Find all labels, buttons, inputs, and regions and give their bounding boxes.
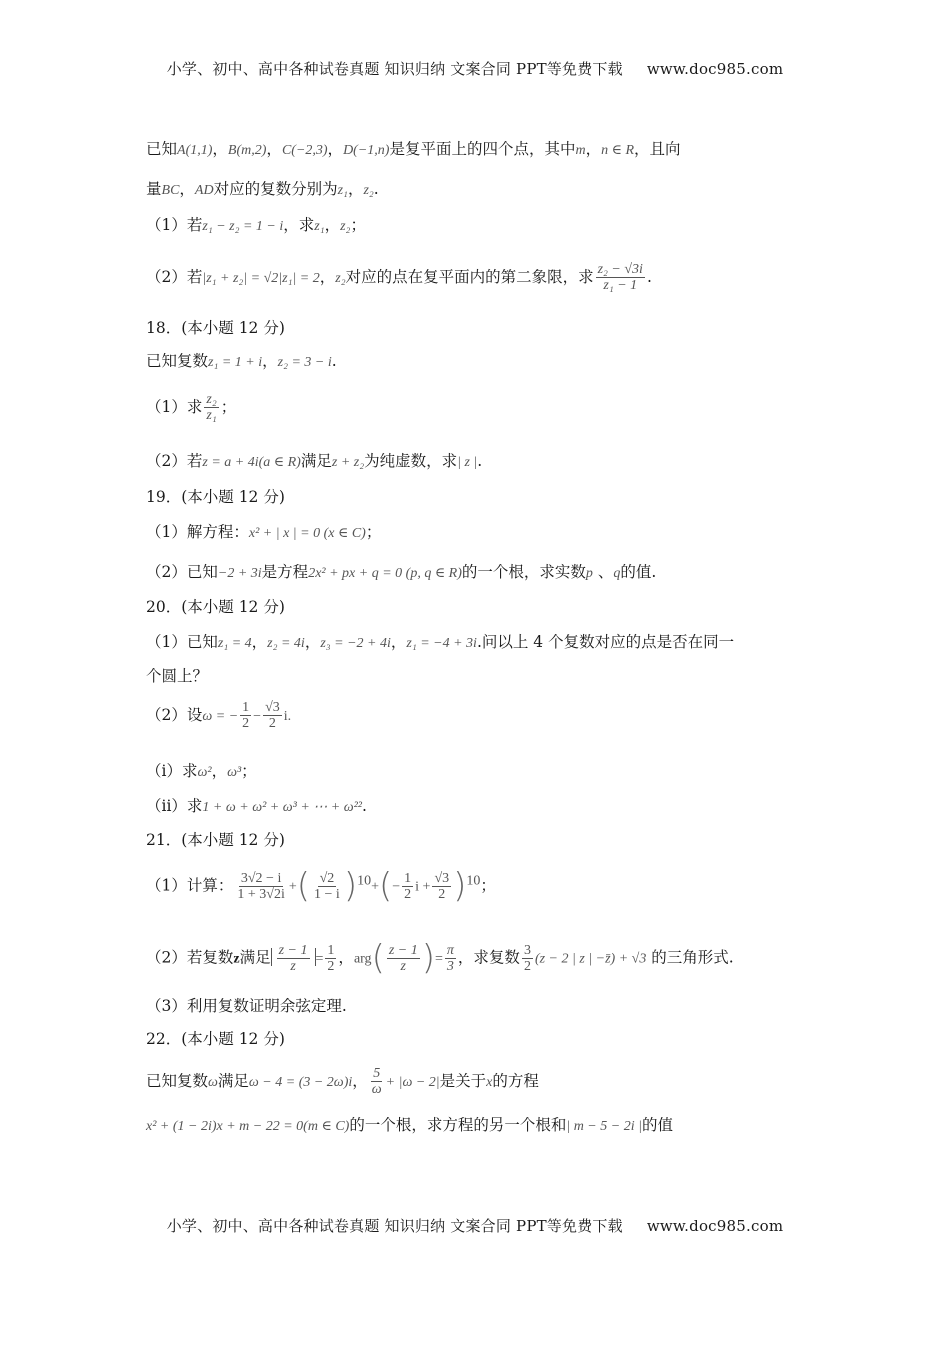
page-footer <box>0 1215 950 1236</box>
q18-part2: （2）若z = a + 4i(a ∈ R)满足z + z₂为纯虚数，求| z |. <box>146 452 483 470</box>
header-text: 小学、初中、高中各种试卷真题 知识归纳 文案合同 PPT等免费下载 <box>166 60 623 78</box>
q22-line1: 已知复数ω满足ω − 4 = (3 − 2ω)i， $\frac{5}{\omega}$ + |ω − 2|是关于x的方程 <box>146 1066 539 1098</box>
q20-part2-ii: （ii）求1 + ω + ω² + ω³ + ⋯ + ω²². <box>146 797 367 815</box>
q20-part2: （2）设ω = − $\frac{1}{2}$ − $\frac{√3}{2}$ i. <box>146 700 292 732</box>
page-header <box>0 58 950 79</box>
header-url[interactable]: www.doc985.com <box>646 60 784 78</box>
q21-part2: （2）若复数z满足 $\frac{z - 1}{z}$ = $\frac{1}{2}$ ，arg( $\frac{z - 1}{z}$ )= $\frac{\pi}{3}$ ，求复数 $\frac{3}{2}$ (z − 2 | z | −z̄) + √3 的三角形式. <box>146 938 734 978</box>
q17-part1: （1）若z₁ − z₂ = 1 − i，求z₁，z₂； <box>146 216 366 234</box>
q20-part1: （1）已知z₁ = 4，z₂ = 4i，z₃ = −2 + 4i，z₁ = −4 + 3i.问以上 4 个复数对应的点是否在同一 <box>146 633 735 651</box>
q21-part1: （1）计算： $\frac{3√2 - i}{1 + 3√2i}$ +( $\frac{√2}{1 - i}$ )$^{10}$+(− $\frac{1}{2}$ i + $\frac{√3}{2}$ )$^{10}$； <box>146 866 496 906</box>
q19-part1: （1）解方程：x² + | x | = 0 (x ∈ C)； <box>146 523 382 541</box>
q18-title: 18．(本小题 12 分) <box>146 319 285 337</box>
q17-intro-line2: 量BC，AD对应的复数分别为z₁，z₂. <box>146 180 379 198</box>
q17-part2: （2）若|z₁ + z₂| = √2|z₁| = 2，z₂对应的点在复平面内的第二象限，求 $\frac{\text{z₂ − √3i}}{\text{z₁ − 1}}$ . <box>146 262 652 294</box>
q17-fraction: $\frac{\text{z₂ − √3i}}{\text{z₁ − 1}}$ <box>597 262 643 294</box>
q20-part1-cont: 个圆上？ <box>146 667 209 685</box>
q20-title: 20．(本小题 12 分) <box>146 598 285 616</box>
q21-part3: （3）利用复数证明余弦定理. <box>146 997 347 1015</box>
q21-title: 21．(本小题 12 分) <box>146 831 285 849</box>
q18-part1: （1）求 $\frac{\text{z₂}}{\text{z₁}}$ ； <box>146 392 237 424</box>
footer-text: 小学、初中、高中各种试卷真题 知识归纳 文案合同 PPT等免费下载 <box>166 1217 623 1235</box>
q20-part2-i: （i）求ω²，ω³； <box>146 762 257 780</box>
footer-url[interactable]: www.doc985.com <box>646 1217 784 1235</box>
q19-title: 19．(本小题 12 分) <box>146 488 285 506</box>
q19-part2: （2）已知−2 + 3i是方程2x² + px + q = 0 (p, q ∈ R)的一个根，求实数p 、q的值. <box>146 563 657 581</box>
q22-line2: x² + (1 − 2i)x + m − 22 = 0(m ∈ C)的一个根，求方程的另一个根和| m − 5 − 2i |的值 <box>146 1116 673 1134</box>
q18-intro: 已知复数z₁ = 1 + i，z₂ = 3 − i. <box>146 352 337 370</box>
q17-intro-line: 已知A(1,1)，B(m,2)，C(−2,3)，D(−1,n)是复平面上的四个点，其中m，n ∈ R，且向 <box>146 140 681 158</box>
q22-title: 22．(本小题 12 分) <box>146 1030 285 1048</box>
